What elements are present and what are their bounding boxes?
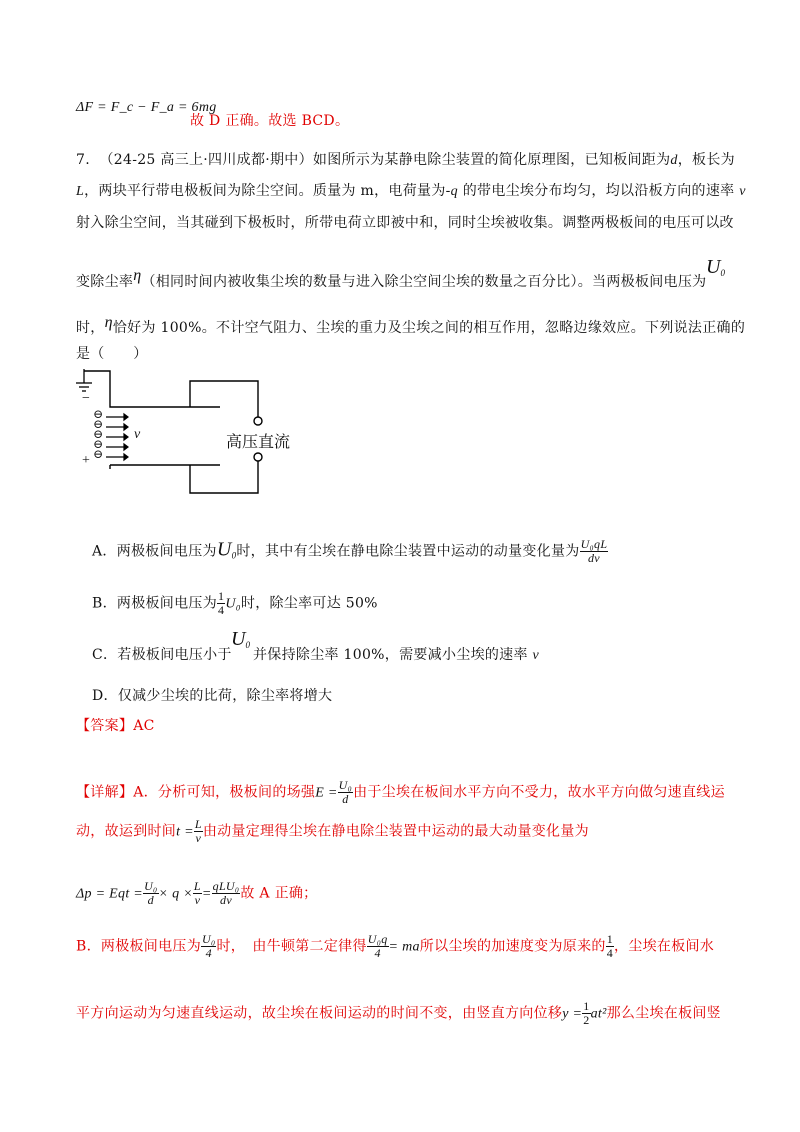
dust-particle: ⊖: [93, 417, 104, 431]
electrostatic-precipitator-diagram: [70, 365, 310, 500]
question-source: （24-25 高三上·四川成都·期中）: [99, 152, 313, 168]
u0-symbol: $U_0$: [231, 628, 250, 650]
fraction: $\frac{\text{qLU₀}}{dv}$: [212, 879, 240, 907]
fraction: $\frac{\text{U₀}}{4}$: [202, 932, 216, 960]
option-c-suffix: 并保持除尘率 100%，需要减小尘埃的速率 v: [253, 647, 540, 663]
fraction: $\frac{1}{4}$: [606, 932, 613, 960]
fraction: $\frac{1}{2}$: [583, 999, 590, 1027]
option-d: D．仅减少尘埃的比荷，除尘率将增大: [92, 688, 333, 704]
question-line-4: 变除尘率η（相同时间内被收集尘埃的数量与进入除尘空间尘埃的数量之百分比）。当两极板间电压为: [76, 267, 707, 290]
answer-value: AC: [133, 718, 155, 734]
fraction: $\frac{L}{v}$: [193, 879, 201, 907]
minus-sign: −: [82, 391, 90, 406]
explanation-a-line-2: 动，故运到时间t = $\frac{L}{v}$ 由动量定理得尘埃在静电除尘装置中运动的最大动量变化量为: [76, 817, 589, 845]
top-conclusion: 故 D 正确。故选 BCD。: [190, 113, 350, 129]
question-line-2: L，两块平行带电极板间为除尘空间。质量为 m，电荷量为-q 的带电尘埃分布均匀，均以沿板方向的速率 v: [76, 183, 746, 199]
question-line-5: 时，η恰好为 100%。不计空气阻力、尘埃的重力及尘埃之间的相互作用，忽略边缘效应。下列说法正确的: [76, 314, 746, 336]
eta-symbol: η: [133, 267, 142, 284]
option-a: A．两极板间电压为$U_0$时，其中有尘埃在静电除尘装置中运动的动量变化量为 $\frac{\text{U₀qL}}{dv}$: [92, 537, 608, 565]
fraction: $\frac{\text{U₀}}{d}$: [144, 879, 158, 907]
fraction: $\frac{\text{U₀qL}}{dv}$: [580, 537, 608, 565]
answer: 【答案】AC: [76, 718, 155, 734]
explanation-b-line-2: 平方向运动为匀速直线运动，故尘埃在板间运动的时间不变，由竖直方向位移y = $\frac{1}{2}$ at²那么尘埃在板间竖: [76, 999, 721, 1027]
velocity-label: v: [134, 427, 141, 442]
u0-symbol: $U_0$: [706, 256, 725, 278]
plus-sign: +: [82, 453, 90, 468]
question-number: 7.: [76, 152, 90, 168]
question-line-3: 射入除尘空间，当其碰到下极板时，所带电荷立即被中和，同时尘埃被收集。调整两极板间的电压可以改: [76, 215, 734, 231]
dust-particle: ⊖: [93, 407, 104, 421]
question-line-1: 7. （24-25 高三上·四川成都·期中）如图所示为某静电除尘装置的简化原理图，已知板间距为d，板长为: [76, 152, 735, 168]
fraction: $\frac{\text{U₀q}}{4}$: [367, 932, 388, 960]
explanation-a-line-3: Δp = Eqt = $\frac{\text{U₀}}{d}$ × q × $\frac{L}{v}$ = $\frac{\text{qLU₀}}{dv}$ 故 A 正确；: [76, 879, 318, 907]
dust-particle: ⊖: [93, 437, 104, 451]
fraction: $\frac{1}{4}$: [218, 589, 225, 617]
delta-f-formula: ΔF = F_c − F_a = 6mg: [76, 100, 217, 115]
fraction: $\frac{L}{v}$: [194, 817, 202, 845]
dust-particle: ⊖: [93, 427, 104, 441]
high-voltage-dc-label: 高压直流: [226, 432, 291, 451]
fraction: $\frac{\text{U₀}}{d}$: [338, 778, 353, 806]
option-c: C．若极板间电压小于: [92, 647, 232, 663]
option-b: B．两极板间电压为 $\frac{1}{4}$ U₀时，除尘率可达 50%: [92, 589, 378, 617]
explanation-b-line-1: B．两极板间电压为 $\frac{\text{U₀}}{4}$ 时， 由牛顿第二定律得 $\frac{\text{U₀q}}{4}$ = ma所以尘埃的加速度变为原来的 $\frac{1}{4}$ ，尘埃在板间水: [76, 932, 715, 960]
dust-particle: ⊖: [93, 447, 104, 461]
explanation-a-line-1: 【详解】A．分析可知，极板间的场强E = $\frac{\text{U₀}}{d}$ 由于尘埃在板间水平方向不受力，故水平方向做匀速直线运: [76, 778, 725, 806]
question-line-6: 是（ ）: [76, 346, 148, 362]
